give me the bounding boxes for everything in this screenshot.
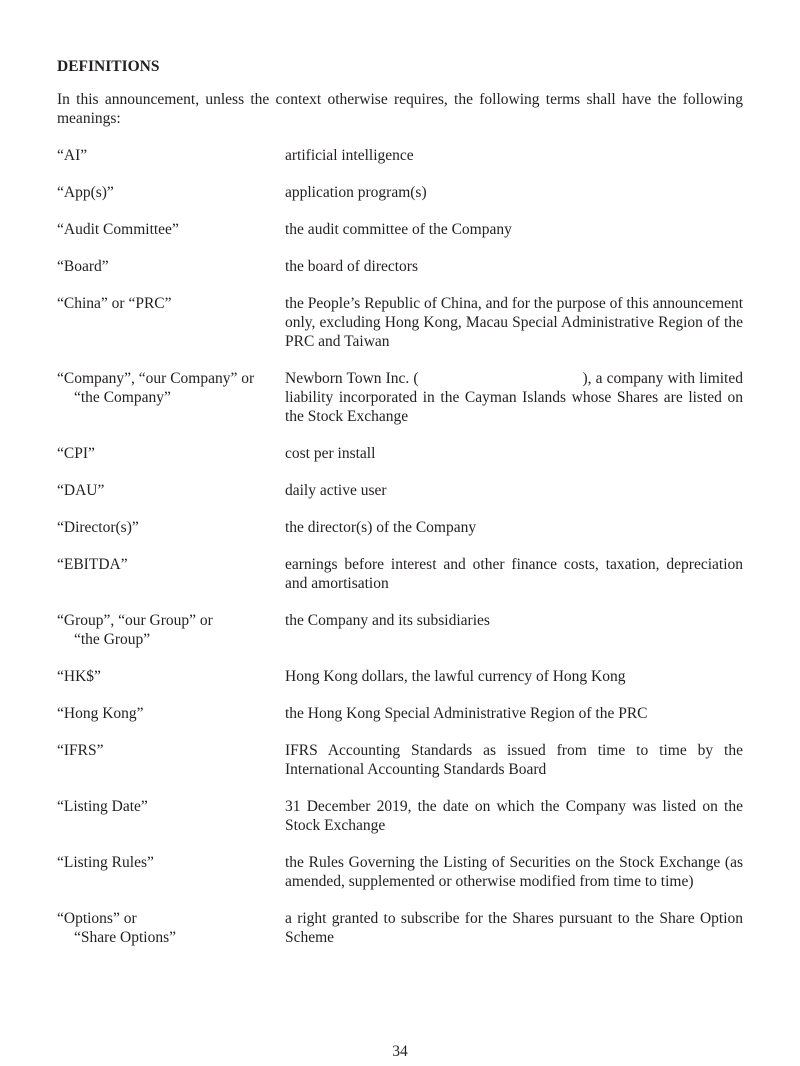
term-line: “the Company” bbox=[74, 389, 171, 406]
definition-meaning: the director(s) of the Company bbox=[285, 519, 477, 536]
definition-row bbox=[57, 741, 743, 779]
term-line: “Hong Kong” bbox=[57, 705, 144, 722]
definition-term bbox=[57, 909, 285, 947]
definition-row bbox=[57, 257, 743, 276]
term-line: “Audit Committee” bbox=[57, 221, 179, 238]
definition-row bbox=[57, 481, 743, 500]
definition-term bbox=[57, 444, 285, 463]
definition-term bbox=[57, 704, 285, 723]
definition-row bbox=[57, 518, 743, 537]
definition-row bbox=[57, 183, 743, 202]
definition-row bbox=[57, 220, 743, 239]
page-number: 34 bbox=[392, 1043, 408, 1060]
definition-term bbox=[57, 741, 285, 779]
term-line: “DAU” bbox=[57, 482, 105, 499]
term-line: “Group”, “our Group” or bbox=[57, 612, 213, 629]
definition-row bbox=[57, 704, 743, 723]
definition-meaning: the board of directors bbox=[285, 258, 418, 275]
term-line: “Board” bbox=[57, 258, 109, 275]
definition-meaning: the audit committee of the Company bbox=[285, 221, 512, 238]
definition-row bbox=[57, 369, 743, 426]
term-line: “IFRS” bbox=[57, 742, 104, 759]
term-line: “Options” or bbox=[57, 910, 137, 927]
document-page bbox=[57, 57, 743, 965]
definition-meaning: the Rules Governing the Listing of Securities on the Stock Exchange (as amended, supplemented or otherwise modified from time to time) bbox=[285, 854, 743, 890]
term-line: “Company”, “our Company” or bbox=[57, 370, 255, 387]
definition-term bbox=[57, 481, 285, 500]
meaning-part: Newborn Town Inc. ( bbox=[285, 370, 419, 387]
definition-term bbox=[57, 667, 285, 686]
definition-meaning: IFRS Accounting Standards as issued from time to time by the International Accounting Standards Board bbox=[285, 742, 743, 778]
definition-row bbox=[57, 667, 743, 686]
term-line: “EBITDA” bbox=[57, 556, 128, 573]
definition-term bbox=[57, 220, 285, 239]
definition-term bbox=[57, 611, 285, 649]
definition-term bbox=[57, 183, 285, 202]
definition-row bbox=[57, 555, 743, 593]
definition-meaning: daily active user bbox=[285, 482, 387, 499]
definition-meaning: artificial intelligence bbox=[285, 147, 414, 164]
definition-term bbox=[57, 853, 285, 891]
definition-meaning: 31 December 2019, the date on which the Company was listed on the Stock Exchange bbox=[285, 798, 743, 834]
definition-meaning: the People’s Republic of China, and for the purpose of this announcement only, excluding Hong Kong, Macau Special Administrative Region of the PRC and Taiwan bbox=[285, 295, 744, 350]
definition-row bbox=[57, 611, 743, 649]
definitions-list bbox=[57, 146, 743, 947]
term-line: “App(s)” bbox=[57, 184, 114, 201]
definition-term bbox=[57, 555, 285, 593]
definition-meaning: the Company and its subsidiaries bbox=[285, 612, 490, 629]
term-line: “CPI” bbox=[57, 445, 95, 462]
term-line: “Listing Rules” bbox=[57, 854, 154, 871]
definition-meaning: the Hong Kong Special Administrative Region of the PRC bbox=[285, 705, 648, 722]
definition-term bbox=[57, 294, 285, 351]
definition-row bbox=[57, 909, 743, 947]
definition-term bbox=[57, 797, 285, 835]
term-line: “Share Options” bbox=[74, 929, 177, 946]
definition-meaning: a right granted to subscribe for the Shares pursuant to the Share Option Scheme bbox=[285, 910, 743, 946]
term-line: “the Group” bbox=[74, 631, 151, 648]
definition-meaning: earnings before interest and other finance costs, taxation, depreciation and amortisation bbox=[285, 556, 743, 592]
definition-row bbox=[57, 444, 743, 463]
definition-row bbox=[57, 853, 743, 891]
term-line: “HK$” bbox=[57, 668, 101, 685]
definition-term bbox=[57, 146, 285, 165]
definition-term bbox=[57, 257, 285, 276]
meaning-part: ), a company with limited liability incorporated in the Cayman Islands whose Shares are listed on the Stock Exchange bbox=[285, 370, 743, 425]
definition-term bbox=[57, 369, 285, 426]
term-line: “Listing Date” bbox=[57, 798, 148, 815]
term-line: “AI” bbox=[57, 147, 88, 164]
definition-meaning: Hong Kong dollars, the lawful currency of Hong Kong bbox=[285, 668, 626, 685]
section-heading: DEFINITIONS bbox=[57, 58, 160, 75]
definition-row bbox=[57, 294, 743, 351]
intro-paragraph: In this announcement, unless the context otherwise requires, the following terms shall have the following meanings: bbox=[57, 91, 743, 127]
definition-row bbox=[57, 797, 743, 835]
definition-meaning: cost per install bbox=[285, 445, 376, 462]
definition-term bbox=[57, 518, 285, 537]
definition-row bbox=[57, 146, 743, 165]
term-line: “China” or “PRC” bbox=[57, 295, 172, 312]
term-line: “Director(s)” bbox=[57, 519, 139, 536]
definition-meaning: application program(s) bbox=[285, 184, 427, 201]
definition-meaning bbox=[285, 369, 743, 426]
